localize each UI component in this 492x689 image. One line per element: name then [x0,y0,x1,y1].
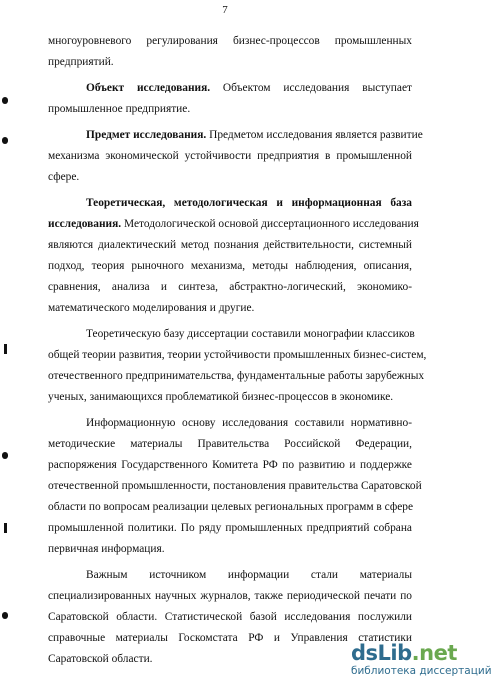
margin-dot [2,452,8,459]
text-run: справочные материалы Госкомстата РФ и Управления статистики [48,632,412,644]
bold-text-run: Теоретическая, методологическая и информационная база [86,197,412,209]
margin-tick [4,344,7,354]
margin-dot [2,137,8,144]
text-run: Методологической основой диссертационного исследования [121,218,419,230]
text-run: сравнения, анализа и синтеза, абстрактно-логический, экономико- [48,281,412,293]
bold-text-run: Объект исследования. [86,82,211,94]
text-run: специализированных научных журналов, также периодической печати по [48,590,412,602]
text-line [48,366,425,387]
text-line [48,235,412,256]
margin-dot [2,612,8,619]
text-run: Объектом исследования выступает [210,82,412,94]
text-line [48,434,412,455]
text-run: промышленное предприятие. [48,103,191,115]
text-line [48,125,423,146]
text-line [48,167,412,188]
bold-text-run: Предмет исследования. [86,129,207,141]
margin-tick [4,523,7,533]
watermark-subtitle: библиотека диссертаций [351,665,492,677]
text-run: Саратовской области. Статистической базой исследования послужили [48,611,412,623]
watermark-logo[interactable] [351,641,492,685]
text-run: сфере. [48,171,80,183]
text-run: отечественной промышленности, постановления правительства Саратовской [48,480,422,492]
text-run: механизма экономической устойчивости предприятия в промышленной [48,150,412,162]
text-run: подход, теория рыночного механизма, методы наблюдения, описания, [48,260,412,272]
text-run: общей теории развития, теории устойчивости промышленных бизнес-систем, [48,349,427,361]
text-line [48,99,412,120]
text-run: многоуровневого регулирования бизнес-процессов промышленных [48,35,412,47]
page-number: 7 [222,4,228,16]
watermark-title: dsLib.net [351,641,457,665]
text-line [48,298,412,319]
text-line [48,455,412,476]
text-line [48,345,427,366]
text-run: Важным источником информации стали материалы [86,569,412,581]
text-line [48,277,412,298]
text-line [48,497,412,518]
text-run: ученых, занимающихся проблематикой бизнес-процессов в экономике. [48,391,394,403]
text-run: Информационную основу исследования составили нормативно- [86,417,412,429]
text-line [48,256,412,277]
text-run: предприятий. [48,56,114,68]
margin-dot [2,97,8,104]
text-line [48,214,419,235]
text-line [48,565,412,586]
text-line [48,539,412,560]
text-run: являются диалектический метод познания действительности, системный [48,239,412,251]
text-line [48,193,412,214]
text-line [48,31,412,52]
text-line [48,518,412,539]
text-run: распоряжения Государственного Комитета РФ по развитию и поддержке [48,459,412,471]
bold-text-run: исследования. [48,218,122,230]
text-line [48,387,412,408]
text-line [48,476,422,497]
text-line [48,324,415,345]
text-line [48,52,412,73]
text-run: Саратовской области. [48,653,153,665]
text-run: Теоретическую базу диссертации составили монографии классиков [86,328,415,340]
text-line [48,146,412,167]
text-run: первичная информация. [48,543,165,555]
body-text [48,31,427,670]
text-run: области по вопросам реализации целевых региональных программ в сфере [48,501,414,513]
text-run: методические материалы Правительства Российской Федерации, [48,438,412,450]
text-line [48,78,412,99]
text-line [48,607,412,628]
text-run: Предметом исследования является развитие [206,129,423,141]
text-line [48,413,412,434]
text-run: промышленной политики. По ряду промышленных предприятий собрана [48,522,412,534]
text-run: отечественного предпринимательства, фундаментальные работы зарубежных [48,370,425,382]
text-line [48,586,412,607]
text-run: математического моделирования и другие. [48,302,255,314]
